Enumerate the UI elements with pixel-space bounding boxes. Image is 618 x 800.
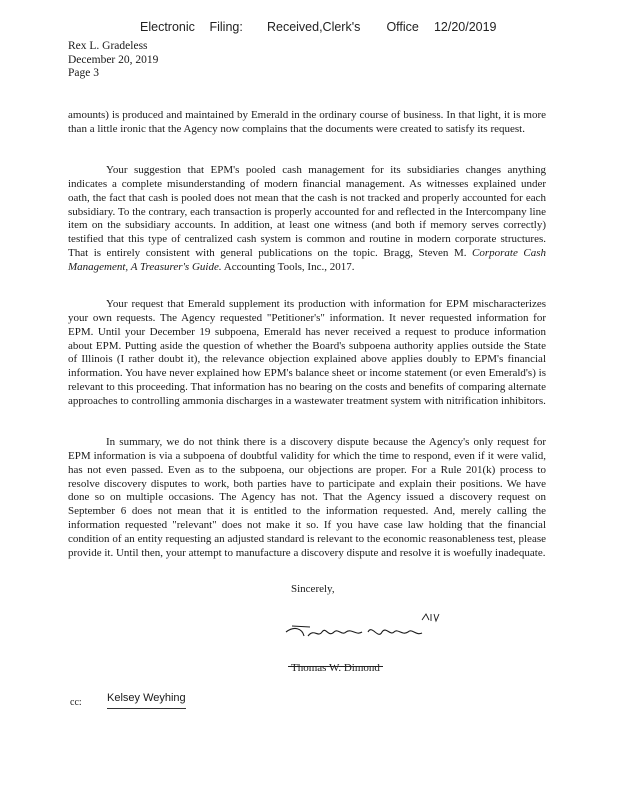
cc-recipient: Kelsey Weyhing	[107, 692, 186, 704]
stamp-date: 12/20/2019	[433, 20, 497, 34]
stamp-filing: Filing:	[209, 20, 243, 34]
citation-publisher: Accounting Tools, Inc., 2017.	[223, 260, 355, 273]
stamp-received: Received,Clerk's	[266, 20, 361, 34]
filing-stamp	[140, 20, 540, 34]
citation-author: Bragg, Steven M.	[383, 247, 467, 260]
handwritten-signature	[282, 612, 442, 652]
signer-name: Thomas W. Dimond	[291, 662, 380, 674]
recipient-name: Rex L. Gradeless	[68, 40, 148, 52]
letter-header	[68, 40, 158, 81]
letter-date: December 20, 2019	[68, 53, 159, 66]
paragraph-1: amounts) is produced and maintained by Emerald in the ordinary course of business. In that light, it is more than a little ironic that the Agency now complains that the documents were created to satisfy its request.	[68, 109, 546, 135]
citation-title: Corporate Cash Management, A Treasurer's Guide.	[68, 247, 547, 273]
paragraph-4: In summary, we do not think there is a discovery dispute because the Agency's only request for EPM information is via a subpoena of doubtful validity for which the time to respond, even if it were valid, has not even passed. Even as to the subpoena, our objections are proper. For a Rule 201(k) process to resolve discovery disputes to work, both parties have to participate and explain their positions. We have done so on multiple occasions. The Agency has not. That the Agency issued a discovery request on September 6 does not mean that it is entitled to the information requested. And, merely calling the information requested "relevant" does not make it so. If you have case law holding that the financial condition of an entity requesting an adjusted standard is relevant to the economic reasonableness test, please provide it. Until then, your attempt to manufacture a discovery dispute and resolve it is woefully inadequate.	[68, 436, 546, 559]
paragraph-2	[68, 164, 546, 275]
stamp-electronic: Electronic	[140, 20, 195, 34]
page-number: Page 3	[68, 67, 99, 79]
paragraph-2-text: Your suggestion that EPM's pooled cash management for its subsidiaries changes anything indicates a complete misunderstanding of modern financial management. As witnesses explained under oath, the fact that cash is pooled does not mean that the cash is not tracked and properly accounted for each subsidiary. To the contrary, each transaction is properly accounted for and reflected in the Intercompany line item on the subsidiary accounts. In addition, at least one witness (and both if memory serves correctly) testified that this type of centralized cash system is common and routine in modern corporate structures. That is entirely consistent with general publications on the topic.	[68, 164, 546, 260]
cc-label: cc:	[70, 697, 82, 708]
closing: Sincerely,	[291, 583, 335, 595]
stamp-office: Office	[386, 20, 419, 34]
paragraph-3: Your request that Emerald supplement its production with information for EPM mischaracterizes your own requests. The Agency requested "Petitioner's" information. It never requested information for EPM. Until your December 19 subpoena, Emerald has never received a request to produce information about EPM. Putting aside the question of whether the Board's subpoena authority applies outside the State of Illinois (I rather doubt it), the relevance objection explained above applies doubly to EPM's financial information. You have never explained how EPM's balance sheet or income statement (or even Emerald's) is relevant to this proceeding. That information has no bearing on the costs and benefits of comparing alternate approaches to controlling ammonia discharges in a wastewater treatment system with nitrification inhibitors.	[68, 298, 546, 407]
